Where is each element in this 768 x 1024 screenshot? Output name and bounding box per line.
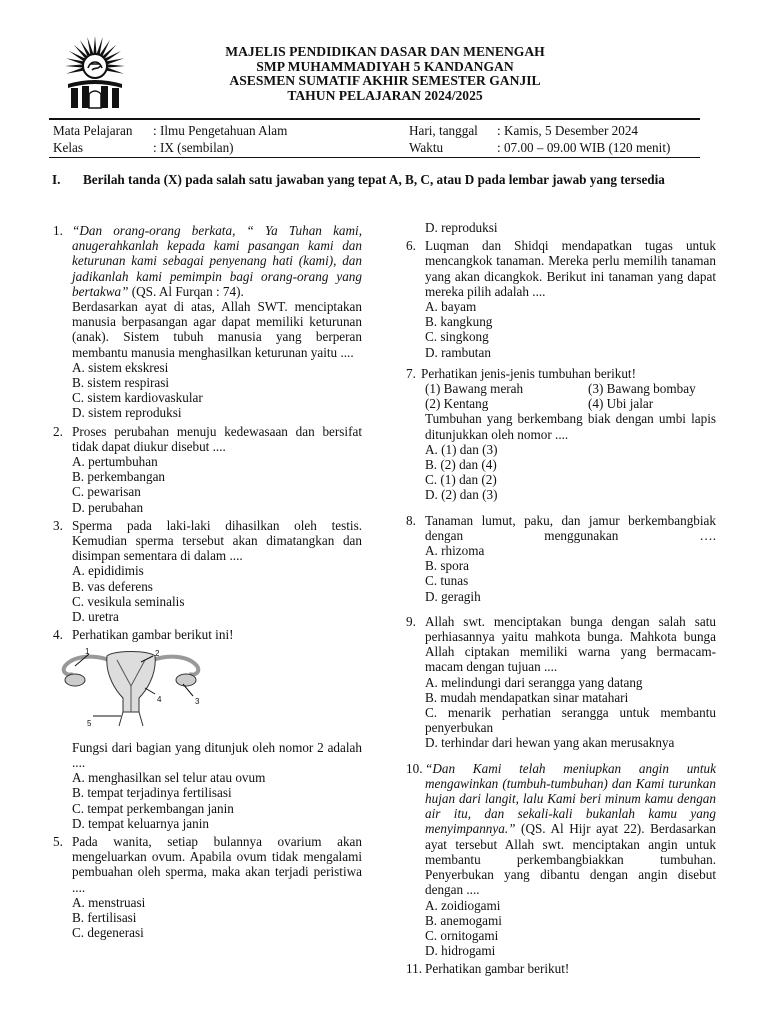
option-b[interactable]: B. tempat terjadinya fertilisasi: [72, 785, 232, 801]
header-line-1: MAJELIS PENDIDIKAN DASAR DAN MENENGAH: [225, 44, 545, 59]
header-line-4: TAHUN PELAJARAN 2024/2025: [287, 87, 483, 103]
question-9: [406, 614, 716, 751]
diagram-label-4: 4: [157, 695, 162, 705]
question-number: 6.: [406, 238, 416, 254]
option-b[interactable]: B. vas deferens: [72, 578, 153, 594]
plant-item-3: (3) Bawang bombay: [588, 381, 696, 397]
option-b[interactable]: B. (2) dan (4): [425, 457, 497, 473]
question-5-stem: Pada wanita, setiap bulannya ovarium akan mengeluarkan ovum. Apabila ovum tidak mengalami pembuahan oleh sperma, maka akan terjadi peristiwa ....: [72, 833, 362, 895]
diagram-label-1: 1: [85, 647, 90, 657]
question-5-continued: [406, 220, 716, 235]
option-d[interactable]: D. (2) dan (3): [425, 487, 498, 503]
question-1-stem: Berdasarkan ayat di atas, Allah SWT. menciptakan manusia berpasangan agar dapat memiliki keturunan (anak). Sistem tubuh manusia yang berperan membantu manusia menghasilkan keturunan yaitu ....: [72, 299, 362, 360]
option-d[interactable]: D. rambutan: [425, 344, 491, 360]
question-10-stem: (QS. Al Hijr ayat 22). Berdasarkan ayat tersebut Allah swt. menciptakan angin untuk membantu perkembangbiakkan tumbuhan. Penyerbukan yang dibantu dengan angin disebut dengan ....: [425, 821, 716, 898]
left-column: [53, 223, 362, 943]
info-row-2: [49, 140, 700, 157]
time-label: Waktu: [409, 140, 444, 155]
header-title-block: [150, 45, 620, 103]
class-label: Kelas: [53, 140, 84, 155]
question-3: [53, 518, 362, 624]
question-7-intro: Perhatikan jenis-jenis tumbuhan berikut!: [421, 365, 636, 381]
option-b[interactable]: B. anemogami: [425, 912, 502, 928]
question-7: [406, 366, 716, 503]
option-c[interactable]: C. vesikula seminalis: [72, 593, 185, 609]
question-number: 9.: [406, 613, 416, 629]
option-d[interactable]: D. uretra: [72, 609, 119, 625]
subject-value: : Ilmu Pengetahuan Alam: [153, 123, 288, 138]
day-value: : Kamis, 5 Desember 2024: [497, 123, 639, 138]
header-line-3: ASESMEN SUMATIF AKHIR SEMESTER GANJIL: [229, 73, 541, 89]
question-4-stem: Fungsi dari bagian yang ditunjuk oleh nomor 2 adalah ....: [72, 739, 362, 770]
option-d[interactable]: D. geragih: [425, 588, 481, 604]
subject-label: Mata Pelajaran: [53, 123, 133, 138]
option-d[interactable]: D. sistem reproduksi: [72, 405, 182, 421]
uterus-diagram: [53, 646, 208, 728]
option-a[interactable]: A. pertumbuhan: [72, 454, 158, 470]
option-a[interactable]: A. rhizoma: [425, 543, 485, 559]
question-11-stem: Perhatikan gambar berikut!: [425, 961, 570, 977]
option-c[interactable]: C. degenerasi: [72, 925, 144, 941]
plant-list-row-1: [425, 381, 716, 396]
question-10-quote: “Dan Kami telah meniupkan angin untuk mengawinkan (tumbuh-tumbuhan) dan Kami turunkan hujan dari langit, lalu Kami beri minum kamu dengan air itu, dan sekali-kali bukanlah kamu yang menyimpannya.”: [425, 760, 716, 837]
question-8-stem: Tanaman lumut, paku, dan jamur berkembangbiak dengan menggunakan ….: [425, 512, 716, 543]
info-row-1: [49, 123, 700, 140]
question-6: [406, 238, 716, 360]
question-1-source: (QS. Al Furqan : 74).: [128, 283, 244, 299]
option-c[interactable]: C. ornitogami: [425, 927, 499, 943]
question-10-text: [425, 761, 716, 898]
question-7-stem: Tumbuhan yang berkembang biak dengan umbi lapis ditunjukkan oleh nomor ....: [425, 411, 716, 442]
option-a[interactable]: A. menstruasi: [72, 894, 146, 910]
option-a[interactable]: A. (1) dan (3): [425, 441, 498, 457]
option-c[interactable]: C. singkong: [425, 329, 489, 345]
option-a[interactable]: A. bayam: [425, 299, 477, 315]
question-2: [53, 424, 362, 515]
class-value: : IX (sembilan): [153, 140, 234, 155]
question-11: [406, 961, 716, 976]
option-b[interactable]: B. kangkung: [425, 314, 493, 330]
question-number: 2.: [53, 423, 63, 439]
option-a[interactable]: A. epididimis: [72, 563, 144, 579]
question-9-stem: Allah swt. menciptakan bunga dengan salah satu perhiasannya yaitu mahkota bunga. Mahkota bunga Allah ciptakan memiliki warna yang bermacam-macam dengan tujuan ....: [425, 613, 716, 675]
exam-info-table: [49, 118, 700, 158]
header-line-2: SMP MUHAMMADIYAH 5 KANDANGAN: [256, 58, 514, 74]
plant-item-1: (1) Bawang merah: [425, 381, 524, 397]
question-1-quote-block: [72, 223, 362, 299]
option-c[interactable]: C. menarik perhatian serangga untuk membantu penyerbukan: [425, 705, 716, 736]
option-a[interactable]: A. melindungi dari serangga yang datang: [425, 674, 643, 690]
option-c[interactable]: C. tunas: [425, 573, 469, 589]
option-c[interactable]: C. sistem kardiovaskular: [72, 390, 203, 406]
question-8: [406, 513, 716, 604]
question-4: [53, 627, 362, 831]
question-10: [406, 761, 716, 959]
diagram-label-3: 3: [195, 697, 200, 707]
section-instruction-text: Berilah tanda (X) pada salah satu jawaban yang tepat A, B, C, atau D pada lembar jawab yang tersedia: [83, 172, 665, 187]
option-c[interactable]: C. tempat perkembangan janin: [72, 800, 234, 816]
option-a[interactable]: A. menghasilkan sel telur atau ovum: [72, 770, 266, 786]
option-c[interactable]: C. pewarisan: [72, 484, 141, 500]
option-d[interactable]: D. terhindar dari hewan yang akan merusaknya: [425, 735, 675, 751]
question-number: 4.: [53, 627, 63, 643]
plant-item-2: (2) Kentang: [425, 396, 489, 412]
day-label: Hari, tanggal: [409, 123, 478, 138]
option-b[interactable]: B. mudah mendapatkan sinar matahari: [425, 689, 629, 705]
question-number: 10.: [406, 760, 423, 776]
question-4-intro: Perhatikan gambar berikut ini!: [72, 627, 234, 643]
question-1-quote: “Dan orang-orang berkata, “ Ya Tuhan kami, anugerahkanlah kepada kami pasangan kami dan keturunan kami sebagai penyenang hati (kami), dan jadikanlah kami pemimpin bagi orang-orang yang bertakwa”: [72, 223, 362, 299]
muhammadiyah-logo: [58, 36, 132, 110]
option-a[interactable]: A. sistem ekskresi: [72, 359, 169, 375]
option-d[interactable]: D. tempat keluarnya janin: [72, 815, 209, 831]
question-number: 1.: [53, 223, 63, 238]
section-number: I.: [52, 172, 61, 187]
option-d[interactable]: D. hidrogami: [425, 943, 496, 959]
question-number: 3.: [53, 517, 63, 533]
option-d[interactable]: D. reproduksi: [425, 220, 498, 235]
question-6-stem: Luqman dan Shidqi mendapatkan tugas untuk mencangkok tanaman. Mereka perlu memilih tanaman yang akan dicangkok. Berikut ini tanaman yang dapat mereka pilih adalah ....: [425, 238, 716, 299]
question-5: [53, 834, 362, 940]
option-b[interactable]: B. spora: [425, 558, 469, 574]
question-number: 5.: [53, 833, 63, 849]
option-b[interactable]: B. perkembangan: [72, 469, 166, 485]
option-c[interactable]: C. (1) dan (2): [425, 472, 497, 488]
question-number: 11.: [406, 961, 422, 977]
document-header: [0, 0, 768, 118]
plant-item-4: (4) Ubi jalar: [588, 396, 654, 412]
question-number: 8.: [406, 512, 416, 528]
question-3-stem: Sperma pada laki-laki dihasilkan oleh testis. Kemudian sperma tersebut akan dimatangkan dan disimpan sementara di dalam ....: [72, 517, 362, 564]
option-b[interactable]: B. sistem respirasi: [72, 375, 170, 391]
option-d[interactable]: D. perubahan: [72, 499, 144, 515]
right-column: [406, 220, 716, 980]
option-b[interactable]: B. fertilisasi: [72, 909, 137, 925]
section-instruction: [52, 172, 716, 187]
diagram-label-2: 2: [155, 649, 160, 659]
plant-list-row-2: [425, 396, 716, 411]
question-number: 7.: [406, 365, 416, 381]
question-1: [53, 223, 362, 421]
time-value: : 07.00 – 09.00 WIB (120 menit): [497, 140, 671, 155]
question-2-stem: Proses perubahan menuju kedewasaan dan bersifat tidak dapat diukur disebut ....: [72, 423, 362, 454]
option-a[interactable]: A. zoidiogami: [425, 897, 501, 913]
diagram-label-5: 5: [87, 719, 92, 729]
